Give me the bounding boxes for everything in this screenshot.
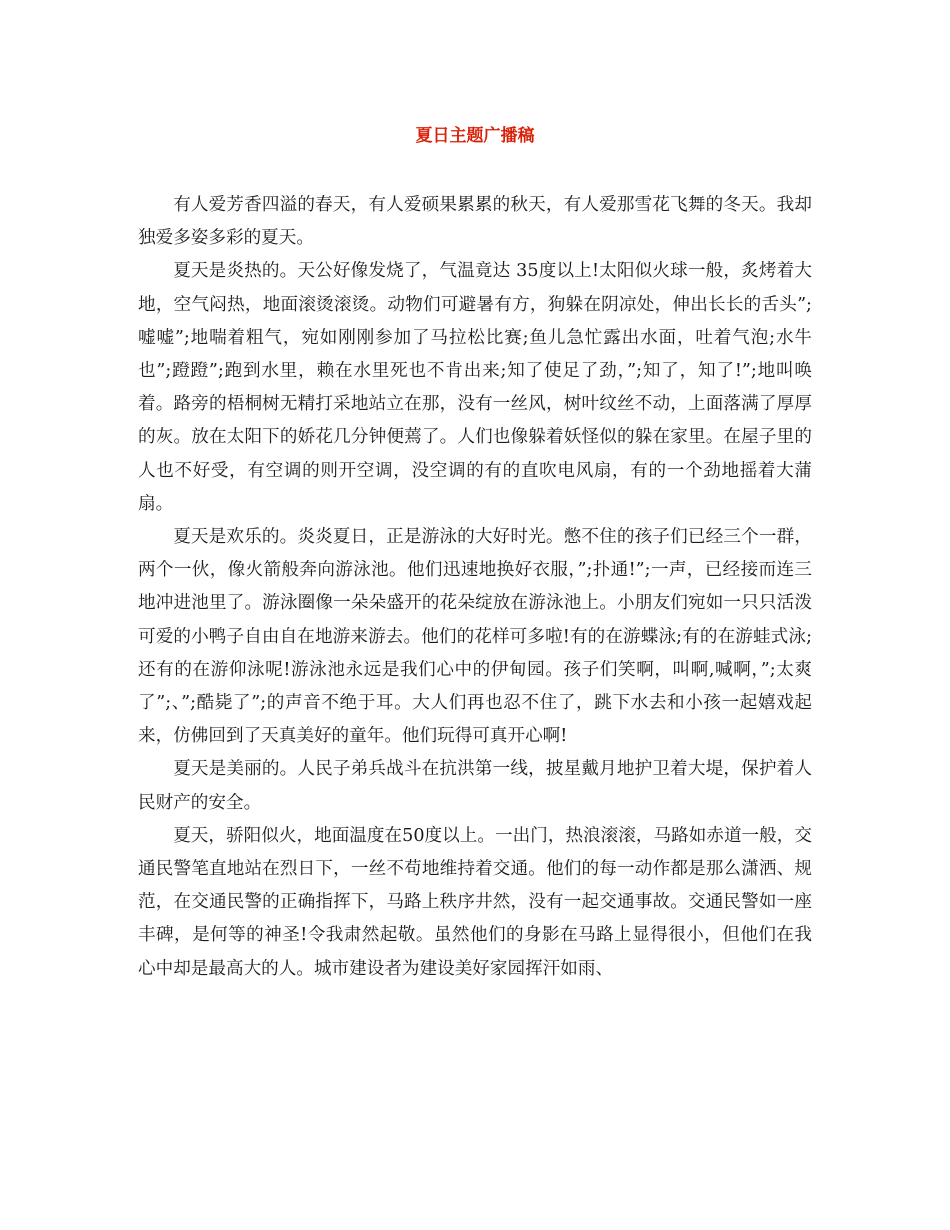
- document-title: 夏日主题广播稿: [415, 126, 535, 146]
- paragraph-hot-summer: 夏天是炎热的。天公好像发烧了，气温竟达 35度以上!太阳似火球一般，炙烤着大地，空气闷热，地面滚烫滚烫。动物们可避暑有方，狗躲在阴凉处，伸出长长的舌头”;嘘嘘”;地喘着粗气，宛如刚刚参加了马拉松比赛;鱼儿急忙露出水面，吐着气泡;水牛也”;蹬蹬”;跑到水里，赖在水里死也不肯出来;知了使足了劲，”;知了，知了!”;地叫唤着。路旁的梧桐树无精打采地站立在那，没有一丝风，树叶纹丝不动，上面落满了厚厚的灰。放在太阳下的娇花几分钟便蔫了。人们也像躲着妖怪似的躲在家里。在屋子里的人也不好受，有空调的则开空调，没空调的有的直吹电风扇，有的一个劲地摇着大蒲扇。: [138, 261, 812, 514]
- paragraph-joyful-summer: 夏天是欢乐的。炎炎夏日，正是游泳的大好时光。憋不住的孩子们已经三个一群，两个一伙，像火箭般奔向游泳池。他们迅速地换好衣服，”;扑通!”;一声，已经接而连三地冲进池里了。游泳圈像一朵朵盛开的花朵绽放在游泳池上。小朋友们宛如一只只活泼可爱的小鸭子自由自在地游来游去。他们的花样可多啦!有的在游蝶泳;有的在游蛙式泳;还有的在游仰泳呢!游泳池永远是我们心中的伊甸园。孩子们笑啊，叫啊,喊啊，”;太爽了”;、”;酷毙了”;的声音不绝于耳。大人们再也忍不住了，跳下水去和小孩一起嬉戏起来，仿佛回到了天真美好的童年。他们玩得可真开心啊!: [138, 527, 812, 747]
- paragraph-beautiful-summer: 夏天是美丽的。人民子弟兵战斗在抗洪第一线，披星戴月地护卫着大堤，保护着人民财产的安全。: [138, 759, 812, 813]
- document-body: [138, 189, 812, 986]
- paragraph-traffic-police: 夏天，骄阳似火，地面温度在50度以上。一出门，热浪滚滚，马路如赤道一般，交通民警笔直地站在烈日下，一丝不苟地维持着交通。他们的每一动作都是那么潇洒、规范，在交通民警的正确指挥下，马路上秩序井然，没有一起交通事故。交通民警如一座丰碑，是何等的神圣!令我肃然起敬。虽然他们的身影在马路上显得很小，但他们在我心中却是最高大的人。城市建设者为建设美好家园挥汗如雨、: [138, 825, 812, 979]
- paragraph-intro: 有人爱芳香四溢的春天，有人爱硕果累累的秋天，有人爱那雪花飞舞的冬天。我却独爱多姿多彩的夏天。: [138, 195, 812, 249]
